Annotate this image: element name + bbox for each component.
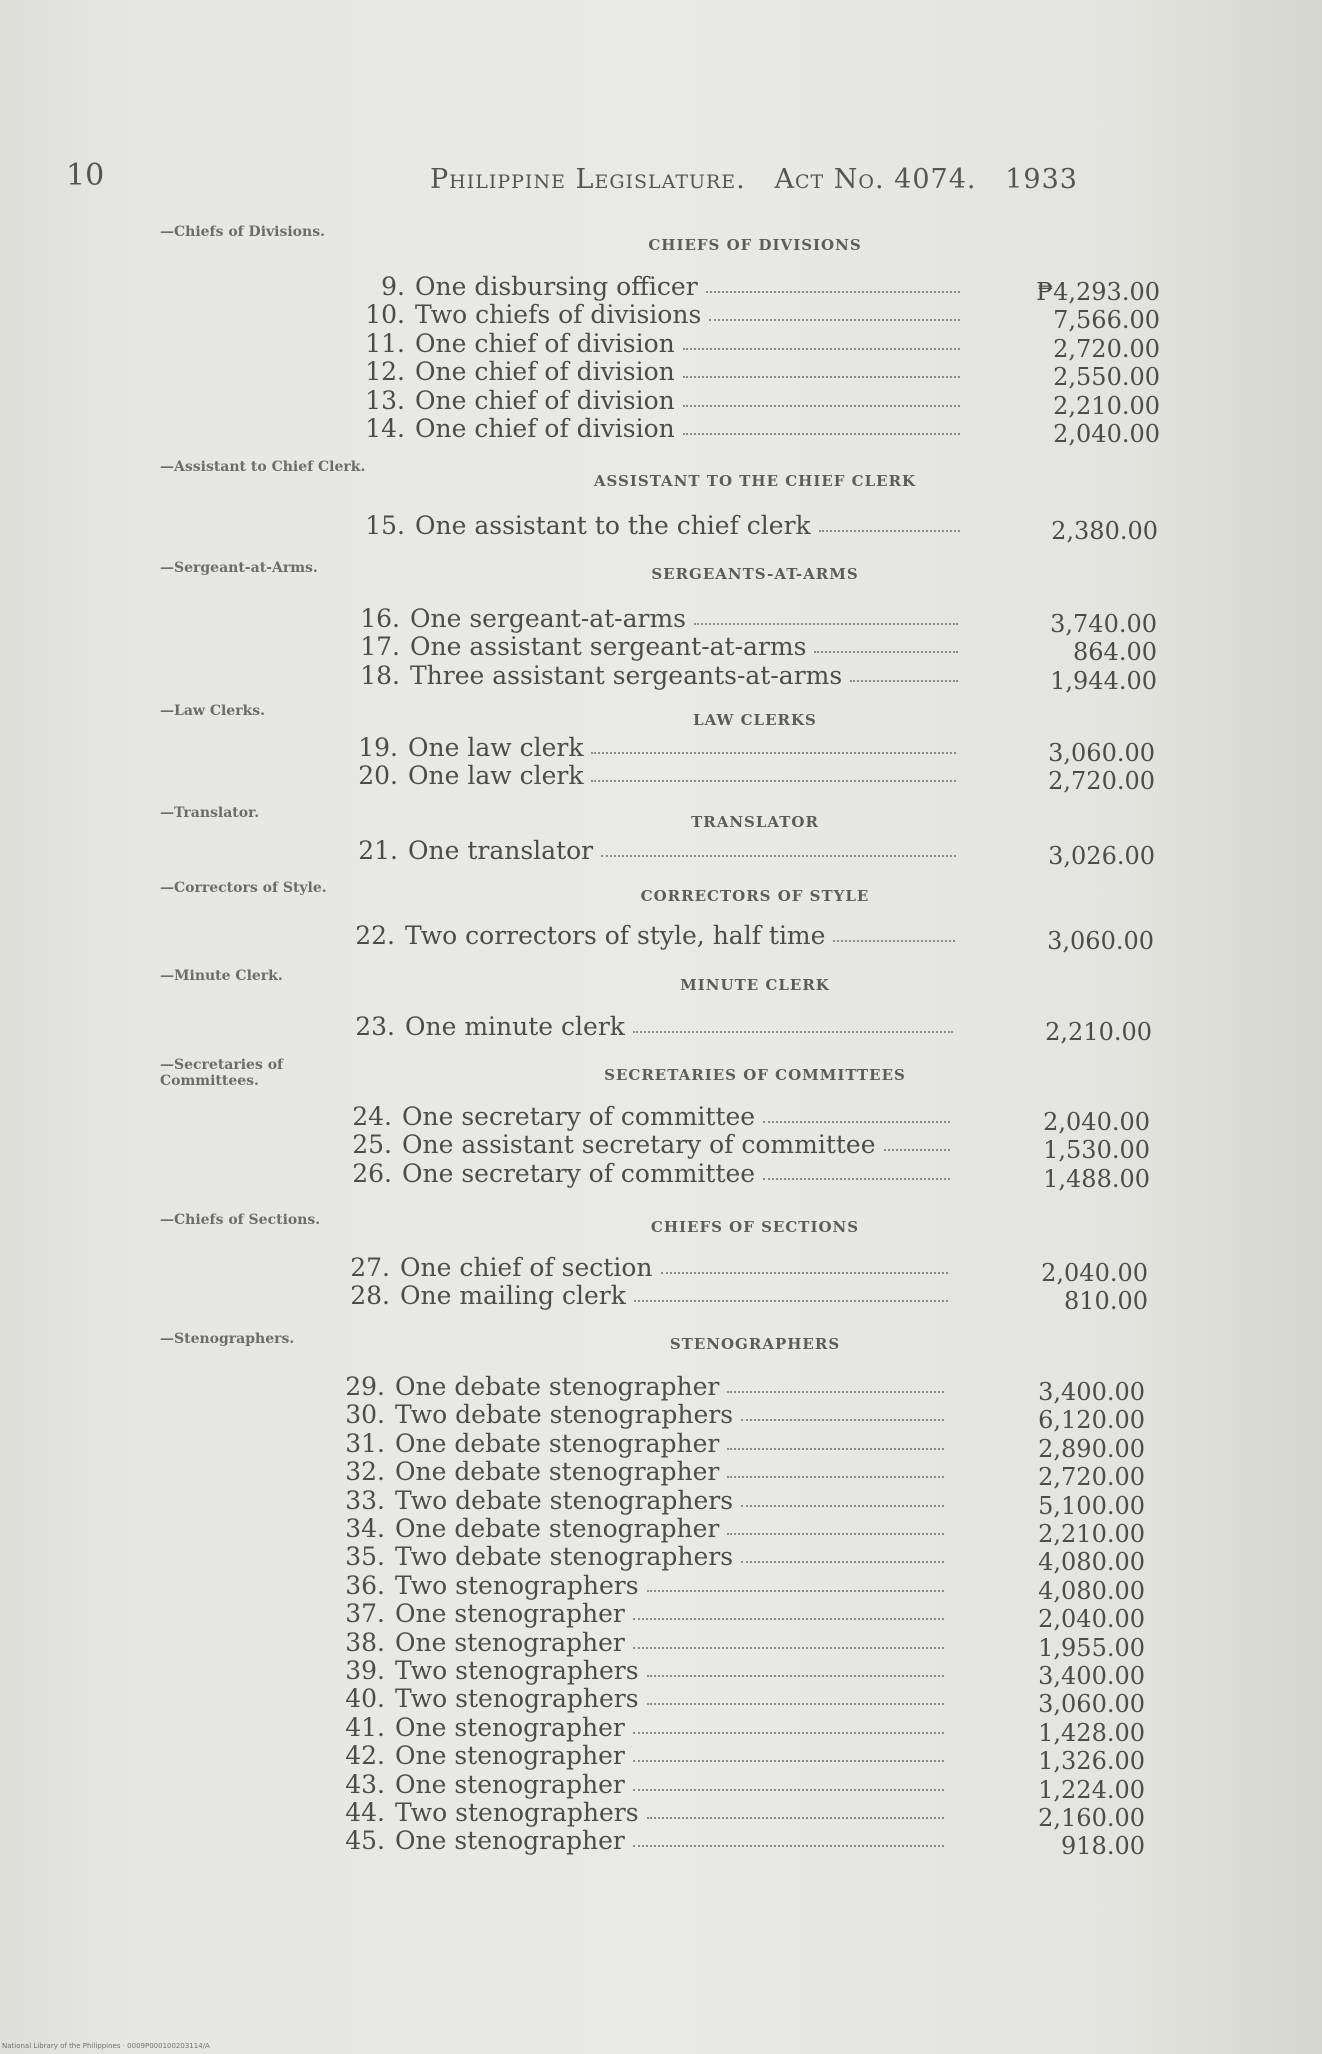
item-amount: 2,720.00 bbox=[1053, 334, 1160, 363]
line-item bbox=[339, 1684, 944, 1712]
item-number: 17. bbox=[360, 632, 400, 662]
item-description: One stenographer bbox=[395, 1769, 625, 1799]
leader-dots bbox=[633, 1787, 944, 1791]
item-number: 34. bbox=[345, 1514, 385, 1543]
item-amount: 2,210.00 bbox=[1053, 391, 1160, 420]
leader-dots bbox=[647, 1588, 944, 1592]
item-amount: 3,026.00 bbox=[1048, 842, 1155, 870]
item-description: One stenographer bbox=[395, 1627, 625, 1657]
item-amount: 864.00 bbox=[1073, 638, 1157, 667]
item-amount: 3,060.00 bbox=[1048, 739, 1155, 767]
line-item bbox=[349, 1012, 953, 1040]
leader-dots bbox=[850, 678, 958, 682]
line-item bbox=[346, 1130, 950, 1158]
item-amount: 7,566.00 bbox=[1053, 306, 1160, 335]
line-item bbox=[344, 1281, 948, 1309]
item-description: One mailing clerk bbox=[400, 1281, 626, 1311]
leader-dots bbox=[727, 1474, 944, 1478]
item-number: 27. bbox=[350, 1253, 390, 1282]
item-number: 15. bbox=[365, 511, 405, 540]
line-item bbox=[339, 1741, 944, 1769]
item-description: One chief of division bbox=[415, 385, 675, 415]
item-number: 38. bbox=[345, 1627, 385, 1657]
item-amount: 3,060.00 bbox=[1047, 927, 1154, 955]
item-description: One chief of division bbox=[415, 328, 675, 358]
item-description: Two debate stenographers bbox=[395, 1542, 734, 1572]
item-amount: 3,060.00 bbox=[1038, 1690, 1145, 1719]
line-item bbox=[346, 1102, 950, 1130]
line-item bbox=[359, 386, 960, 414]
line-item bbox=[352, 761, 956, 789]
section-heading: CORRECTORS OF STYLE bbox=[640, 887, 870, 905]
item-amount: 2,160.00 bbox=[1038, 1804, 1145, 1832]
line-item bbox=[346, 1159, 950, 1187]
item-number: 37. bbox=[345, 1599, 385, 1629]
leader-dots bbox=[661, 1270, 948, 1274]
item-description: One secretary of committee bbox=[402, 1102, 756, 1131]
item-number: 29. bbox=[345, 1372, 385, 1401]
margin-note: —Sergeant-at-Arms. bbox=[160, 560, 318, 576]
item-description: Two debate stenographers bbox=[395, 1400, 734, 1430]
leader-dots bbox=[727, 1389, 944, 1393]
line-item bbox=[359, 357, 960, 385]
margin-note: —Translator. bbox=[160, 805, 260, 821]
item-amount: 4,080.00 bbox=[1038, 1548, 1145, 1577]
item-number: 43. bbox=[345, 1769, 385, 1799]
item-description: One secretary of committee bbox=[402, 1158, 756, 1188]
line-item bbox=[339, 1713, 944, 1741]
leader-dots bbox=[741, 1417, 944, 1421]
item-description: Two stenographers bbox=[395, 1684, 639, 1714]
item-amount: 1,944.00 bbox=[1050, 666, 1157, 695]
item-description: One disbursing officer bbox=[415, 272, 698, 301]
leader-dots bbox=[633, 1645, 944, 1649]
line-item bbox=[339, 1770, 944, 1798]
leader-dots bbox=[763, 1176, 950, 1180]
line-item bbox=[359, 414, 960, 442]
item-number: 45. bbox=[345, 1826, 385, 1856]
leader-dots bbox=[763, 1119, 950, 1123]
item-number: 25. bbox=[352, 1130, 392, 1160]
margin-note: —Chiefs of Divisions. bbox=[160, 224, 325, 240]
item-number: 44. bbox=[345, 1798, 385, 1827]
item-amount: 2,040.00 bbox=[1053, 420, 1160, 448]
item-number: 20. bbox=[358, 761, 398, 791]
item-amount: 918.00 bbox=[1061, 1832, 1145, 1861]
item-description: One stenographer bbox=[395, 1712, 625, 1742]
leader-dots bbox=[633, 1730, 944, 1734]
item-amount: 2,040.00 bbox=[1043, 1108, 1150, 1136]
section-heading: SECRETARIES OF COMMITTEES bbox=[604, 1066, 906, 1084]
line-item bbox=[339, 1372, 944, 1400]
item-description: One assistant to the chief clerk bbox=[415, 511, 811, 540]
item-description: One law clerk bbox=[408, 761, 584, 791]
item-number: 18. bbox=[360, 660, 400, 690]
running-head bbox=[430, 164, 1078, 195]
line-item bbox=[339, 1514, 944, 1542]
line-item bbox=[339, 1486, 944, 1514]
item-description: One translator bbox=[408, 836, 594, 865]
leader-dots bbox=[633, 1758, 944, 1762]
item-description: One debate stenographer bbox=[395, 1457, 720, 1487]
line-item bbox=[359, 272, 960, 300]
item-description: One sergeant-at-arms bbox=[410, 604, 687, 633]
leader-dots bbox=[647, 1815, 944, 1819]
item-amount: 2,040.00 bbox=[1038, 1605, 1145, 1634]
line-item bbox=[339, 1429, 944, 1457]
leader-dots bbox=[727, 1531, 944, 1535]
item-description: One stenographer bbox=[395, 1599, 625, 1629]
line-item bbox=[339, 1826, 944, 1854]
item-amount: 3,740.00 bbox=[1050, 610, 1157, 638]
leader-dots bbox=[741, 1559, 944, 1563]
item-amount: 2,210.00 bbox=[1045, 1018, 1152, 1046]
running-head-act: Act No. 4074. bbox=[774, 164, 977, 195]
item-description: Two chiefs of divisions bbox=[415, 300, 702, 330]
item-amount: 2,550.00 bbox=[1053, 363, 1160, 392]
page-number: 10 bbox=[66, 158, 105, 193]
item-description: One law clerk bbox=[408, 733, 584, 762]
leader-dots bbox=[814, 649, 958, 653]
line-item bbox=[339, 1542, 944, 1570]
margin-note: —Law Clerks. bbox=[160, 703, 266, 719]
leader-dots bbox=[741, 1503, 944, 1507]
leader-dots bbox=[709, 317, 960, 321]
leader-dots bbox=[884, 1147, 950, 1151]
item-number: 40. bbox=[345, 1684, 385, 1714]
item-amount: 2,040.00 bbox=[1041, 1259, 1148, 1287]
line-item bbox=[339, 1798, 944, 1826]
margin-note: —Minute Clerk. bbox=[160, 968, 283, 984]
line-item bbox=[359, 329, 960, 357]
line-item bbox=[339, 1656, 944, 1684]
item-number: 19. bbox=[358, 733, 398, 762]
line-item bbox=[339, 1400, 944, 1428]
item-amount: 2,890.00 bbox=[1038, 1434, 1145, 1463]
section-heading: MINUTE CLERK bbox=[680, 976, 830, 994]
leader-dots bbox=[647, 1673, 944, 1677]
leader-dots bbox=[727, 1446, 944, 1450]
item-description: Three assistant sergeants-at-arms bbox=[410, 660, 843, 690]
item-description: One stenographer bbox=[395, 1826, 625, 1856]
item-amount: 5,100.00 bbox=[1038, 1491, 1145, 1520]
item-description: Two stenographers bbox=[395, 1798, 639, 1827]
leader-dots bbox=[683, 374, 960, 378]
item-amount: 3,400.00 bbox=[1038, 1378, 1145, 1406]
line-item bbox=[359, 511, 960, 539]
item-number: 10. bbox=[365, 300, 405, 330]
margin-note: —Correctors of Style. bbox=[160, 880, 327, 896]
item-amount: 2,210.00 bbox=[1038, 1520, 1145, 1548]
line-item bbox=[339, 1571, 944, 1599]
item-amount: 6,120.00 bbox=[1038, 1406, 1145, 1435]
item-number: 30. bbox=[345, 1400, 385, 1430]
item-amount: 3,400.00 bbox=[1038, 1662, 1145, 1690]
archive-footer: National Library of the Philippines · 0009P000100203114/A bbox=[2, 2042, 210, 2050]
item-description: One chief of division bbox=[415, 357, 675, 387]
item-number: 39. bbox=[345, 1656, 385, 1685]
item-description: One debate stenographer bbox=[395, 1514, 720, 1543]
leader-dots bbox=[683, 346, 960, 350]
item-amount: 2,720.00 bbox=[1048, 767, 1155, 796]
margin-note: —Secretaries of Committees. bbox=[160, 1057, 284, 1089]
item-amount: ₱4,293.00 bbox=[1036, 278, 1160, 306]
leader-dots bbox=[591, 750, 956, 754]
leader-dots bbox=[634, 1298, 948, 1302]
line-item bbox=[352, 733, 956, 761]
section-heading: CHIEFS OF SECTIONS bbox=[650, 1218, 860, 1236]
item-description: One debate stenographer bbox=[395, 1428, 720, 1458]
item-number: 36. bbox=[345, 1570, 385, 1600]
item-amount: 1,488.00 bbox=[1043, 1164, 1150, 1193]
section-heading: STENOGRAPHERS bbox=[669, 1335, 841, 1353]
item-description: Two debate stenographers bbox=[395, 1485, 734, 1515]
running-head-year: 1933 bbox=[1005, 164, 1078, 195]
item-description: One chief of division bbox=[415, 414, 675, 443]
item-amount: 1,326.00 bbox=[1038, 1747, 1145, 1776]
line-item bbox=[354, 632, 958, 660]
item-amount: 2,720.00 bbox=[1038, 1463, 1145, 1492]
item-number: 13. bbox=[365, 385, 405, 415]
item-description: One chief of section bbox=[400, 1253, 653, 1282]
item-number: 22. bbox=[355, 921, 395, 950]
leader-dots bbox=[633, 1843, 944, 1847]
section-heading: ASSISTANT TO THE CHIEF CLERK bbox=[593, 472, 917, 490]
item-number: 33. bbox=[345, 1485, 385, 1515]
item-number: 31. bbox=[345, 1428, 385, 1458]
item-amount: 2,380.00 bbox=[1051, 517, 1158, 545]
item-number: 41. bbox=[345, 1712, 385, 1742]
section-heading: TRANSLATOR bbox=[691, 813, 819, 831]
leader-dots bbox=[633, 1616, 944, 1620]
leader-dots bbox=[647, 1701, 944, 1705]
item-description: Two stenographers bbox=[395, 1656, 639, 1685]
leader-dots bbox=[819, 528, 960, 532]
item-number: 35. bbox=[345, 1542, 385, 1572]
leader-dots bbox=[601, 853, 956, 857]
item-description: Two correctors of style, half time bbox=[405, 921, 826, 950]
item-amount: 4,080.00 bbox=[1038, 1576, 1145, 1605]
item-number: 28. bbox=[350, 1281, 390, 1311]
item-number: 12. bbox=[365, 357, 405, 387]
item-number: 16. bbox=[360, 604, 400, 633]
item-number: 42. bbox=[345, 1741, 385, 1771]
line-item bbox=[339, 1628, 944, 1656]
margin-note: —Stenographers. bbox=[160, 1331, 295, 1347]
item-number: 14. bbox=[365, 414, 405, 443]
section-heading: CHIEFS OF DIVISIONS bbox=[648, 236, 862, 254]
leader-dots bbox=[683, 403, 960, 407]
item-amount: 1,428.00 bbox=[1038, 1718, 1145, 1747]
line-item bbox=[354, 661, 958, 689]
section-heading: SERGEANTS-AT-ARMS bbox=[651, 565, 859, 583]
margin-note: —Chiefs of Sections. bbox=[160, 1212, 321, 1228]
line-item bbox=[352, 836, 956, 864]
item-description: One minute clerk bbox=[405, 1012, 625, 1041]
line-item bbox=[349, 921, 955, 949]
leader-dots bbox=[833, 938, 955, 942]
item-amount: 1,955.00 bbox=[1038, 1633, 1145, 1662]
item-number: 9. bbox=[381, 272, 405, 301]
running-head-title: Philippine Legislature. bbox=[430, 164, 746, 195]
line-item bbox=[344, 1253, 948, 1281]
line-item bbox=[354, 604, 958, 632]
item-number: 24. bbox=[352, 1102, 392, 1131]
leader-dots bbox=[694, 621, 958, 625]
item-number: 23. bbox=[355, 1012, 395, 1041]
line-item bbox=[339, 1457, 944, 1485]
leader-dots bbox=[591, 778, 956, 782]
item-amount: 1,224.00 bbox=[1038, 1775, 1145, 1804]
leader-dots bbox=[706, 289, 960, 293]
item-description: One assistant secretary of committee bbox=[402, 1130, 876, 1160]
item-number: 32. bbox=[345, 1457, 385, 1487]
item-number: 21. bbox=[358, 836, 398, 865]
margin-note: —Assistant to Chief Clerk. bbox=[160, 459, 366, 475]
leader-dots bbox=[633, 1029, 953, 1033]
item-amount: 810.00 bbox=[1064, 1287, 1148, 1316]
item-description: One assistant sergeant-at-arms bbox=[410, 632, 807, 662]
item-number: 26. bbox=[352, 1158, 392, 1188]
line-item bbox=[359, 300, 960, 328]
item-description: Two stenographers bbox=[395, 1570, 639, 1600]
item-description: One debate stenographer bbox=[395, 1372, 720, 1401]
line-item bbox=[339, 1599, 944, 1627]
item-amount: 1,530.00 bbox=[1043, 1136, 1150, 1165]
leader-dots bbox=[683, 431, 960, 435]
item-number: 11. bbox=[365, 328, 405, 358]
section-heading: LAW CLERKS bbox=[693, 711, 817, 729]
item-description: One stenographer bbox=[395, 1741, 625, 1771]
